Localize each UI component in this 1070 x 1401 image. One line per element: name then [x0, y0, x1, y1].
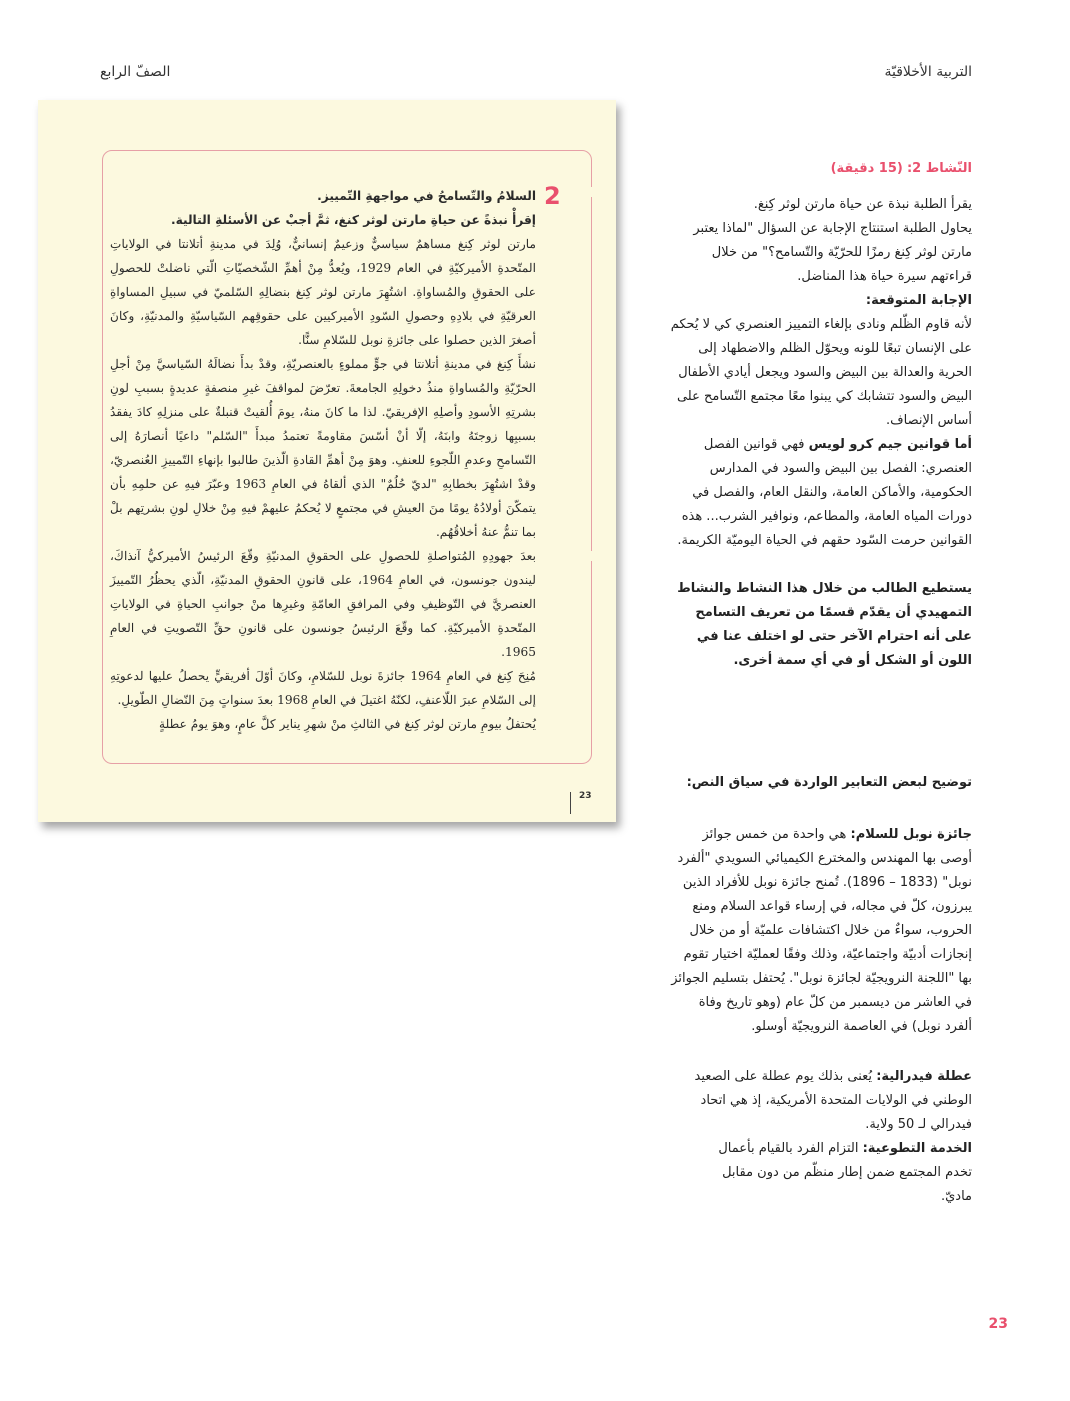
lesson-paragraph: بعدَ جهودِهِ المُتواصلةِ للحصولِ على الحقوقِ المدنيّةِ وقّعَ الرئيسُ الأميركيُّ آنذاكَ، ليندون جونسون، في العامِ 1964، على قانونِ الحقوقِ المدنيّةِ، الّذي يحظُرُ التّمييزَ العنصريَّ في التّوظيفِ وفي المرافقِ العامّةِ وغيرِها منْ جوانبِ الحياةِ في الولاياتِ المتّحدةِ الأميركيّةِ. كما وقّعَ الرئيسُ جونسون على قانونِ حقِّ التّصويتِ في العامِ 1965. — [110, 549, 536, 659]
jimcrow-label: أما قوانين جيم كرو لويس — [808, 437, 972, 452]
glossary-section — [668, 771, 972, 1209]
lesson-paragraph: نشأَ كِنغ في مدينةِ أتلانتا في جوٍّ مملوءٍ بالعنصريّةِ، وقدْ بدأَ نضالَهُ السّياسيَّ مِنْ أجلِ الحرّيّةِ والمُساواةِ منذُ دخولِهِ الجامعةَ. تعرّضَ لمواقفَ غيرِ منصفةٍ عديدةٍ بسببِ لونِ بشرتِهِ الأسودِ وأصلِهِ الإفريقيّ. لذا ما كانَ منهُ، يومَ أُلقيتْ قنبلةٌ على منزلِهِ كادَ يفقدُ بسببِها زوجتَهُ وابنَهُ، إلّا أنْ أسّسَ مقاومةً تعتمدُ مبدأَ "السّلم" داعيًا أنصارَهُ إلى التّسامحِ وعدمِ اللّجوءِ للعنفِ. وهوَ مِنْ أهمِّ القادةِ الّذينَ طالبوا بإنهاءِ التّمييزِ العُنصريّ، وقدْ اشتُهِرَ بخطابِهِ "لديّ حُلُمٌ" الذي ألقاهُ في العامِ 1963 وعبّرَ فيهِ عن حلمِهِ بأن يتمكّنَ أولادُهُ يومًا منَ العيشِ في مجتمعٍ لا يُحكمُ عليهمْ فيهِ مِنْ خلالِ لونِ بشرتِهم بلْ بما تنمُّ عنهُ أخلاقُهُم. — [110, 357, 536, 539]
lesson-paragraph: مُنِحَ كِنغ في العامِ 1964 جائزةَ نوبل للسّلامِ، وكانَ أوّلَ أفريقيٍّ يحصلُ عليها لدعوتِهِ إلى السّلامِ عبرَ اللّاعنفِ، لكنّهُ اغتيلَ في العامِ 1968 بعدَ سنواتٍ مِنَ النّضالِ الطّويلِ. — [110, 669, 536, 707]
nobel-text: هي واحدة من خمس جوائز أوصى بها المهندس والمخترع الكيميائي السويدي "ألفرد نوبل" (1833 – 1896). تُمنح جائزة نوبل للأفراد الذين يبرزون، كلّ في مجاله، في إرساء قواعد السلام ومنع الحروب، سواءٌ من خلال اكتشافات علميّة أو من خلال إنجازات أدبيّة واجتماعيّة، وذلك وفقًا لعمليّة اختيار تقوم بها "اللجنة النرويجيّة لجائزة نوبل". يُحتفل بتسليم الجوائز في العاشر من ديسمبر من كلّ عام (وهو تاريخ وفاة ألفرد نوبل) في العاصمة النرويجيّة أوسلو. — [671, 827, 972, 1034]
activity-duration: (15 دقيقة) — [830, 161, 903, 176]
activity-title: النّشاط 2: — [906, 161, 972, 176]
expected-answer-label: الإجابة المتوقعة: — [865, 293, 972, 308]
lesson-number: 2 — [544, 182, 561, 210]
grade-header: الصفّ الرابع — [100, 64, 171, 80]
volunteer-text: التزام الفرد بالقيام بأعمال تخدم المجتمع ضمن إطار منظّم من دون مقابل ماديّ. — [718, 1141, 972, 1204]
subject-header: التربية الأخلاقيّة — [884, 64, 972, 80]
textbook-page-image — [38, 100, 616, 822]
activity-step-2: يحاول الطلبة استنتاج الإجابة عن السؤال "لماذا يعتبر مارتن لوثر كِنغ رمزًا للحرّيّة والتّسامح؟" من خلال قراءتهم سيرة حياة هذا المناضل. — [693, 221, 972, 284]
lesson-paragraph: يُحتفلُ بيومِ مارتن لوثر كِنغ في الثالثِ منْ شهرِ يناير كلَّ عامٍ، وهوَ يومُ عطلةٍ — [159, 717, 536, 731]
nobel-label: جائزة نوبل للسلام: — [850, 827, 972, 842]
lesson-instruction: إقرأْ نبذةً عن حياةِ مارتن لوثر كنغ، ثمَّ أجبْ عن الأسئلةِ التالية. — [170, 213, 536, 227]
volunteer-label: الخدمة التطوعية: — [862, 1141, 972, 1156]
lesson-paragraph: مارتن لوثر كِنغ مساهمٌ سياسيٌّ وزعيمٌ إنسانيٌّ، وُلِدَ في مدينةِ أتلانتا في الولاياتِ المتّحدةِ الأميركيّةِ في العام 1929، ويُعدُّ مِنْ أهمِّ الشّخصيّاتِ الّتي ناضلتْ للحصولِ على الحقوقِ والمُساواةِ. اشتُهِرَ مارتن لوثر كِنغ بنضالِهِ السّلميّ في سبيلِ المساواةِ العرقيّةِ في بلادِهِ وحصولِ السّودِ الأميركيين على حقوقِهم السّياسيّةِ والمدنيّةِ، وكانَ أصغرَ الذين حصلوا على جائزةِ نوبل للسّلامِ سنًّا. — [110, 237, 536, 347]
textbook-page-number: 23 — [570, 792, 592, 814]
activity-step-1: يقرأ الطلبة نبذة عن حياة مارتن لوثر كِنغ. — [753, 197, 972, 212]
page-number: 23 — [988, 1316, 1008, 1332]
lesson-title: السلامُ والتّسامحُ في مواجهةِ التّمييز. — [317, 189, 536, 203]
lesson-text — [110, 184, 536, 736]
holiday-label: عطلة فيدرالية: — [876, 1069, 972, 1084]
glossary-heading: توضيح لبعض التعابير الواردة في سياق النص: — [686, 775, 972, 790]
expected-answer-text: لأنه قاوم الظّلم ونادى بإلغاء التمييز العنصري كي لا يُحكم على الإنسان تبعًا للونه ويحوّل الظلم والاضطهاد إلى الحرية والعدالة بين البيض والسود ويجعل أيادي الأطفال البيض والسود تتشابك كي يبنوا معًا مجتمع التّسامح على أساس الإنصاف. — [670, 317, 972, 428]
activity-conclusion: يستطيع الطالب من خلال هذا النشاط والنشاط التمهيدي أن يقدّم قسمًا من تعريف التسامح على أنه احترام الآخر حتى لو اختلف عنا في اللون أو الشكل أو في أي سمة أخرى. — [677, 581, 972, 668]
holiday-text: يُعنى بذلك يوم عطلة على الصعيد الوطني في الولايات المتحدة الأمريكية، إذ هي اتحاد فيدرالي لـ 50 ولاية. — [694, 1069, 972, 1132]
jimcrow-text: فهي قوانين الفصل العنصري: الفصل بين البيض والسود في المدارس الحكومية، والأماكن العامة، والنقل العام، والفصل في دورات المياه العامة، والمطاعم، ونوافير الشرب... هذه القوانين حرمت السّود حقهم في الحياة اليوميّة الكريمة. — [677, 437, 972, 548]
activity-section — [668, 157, 972, 673]
